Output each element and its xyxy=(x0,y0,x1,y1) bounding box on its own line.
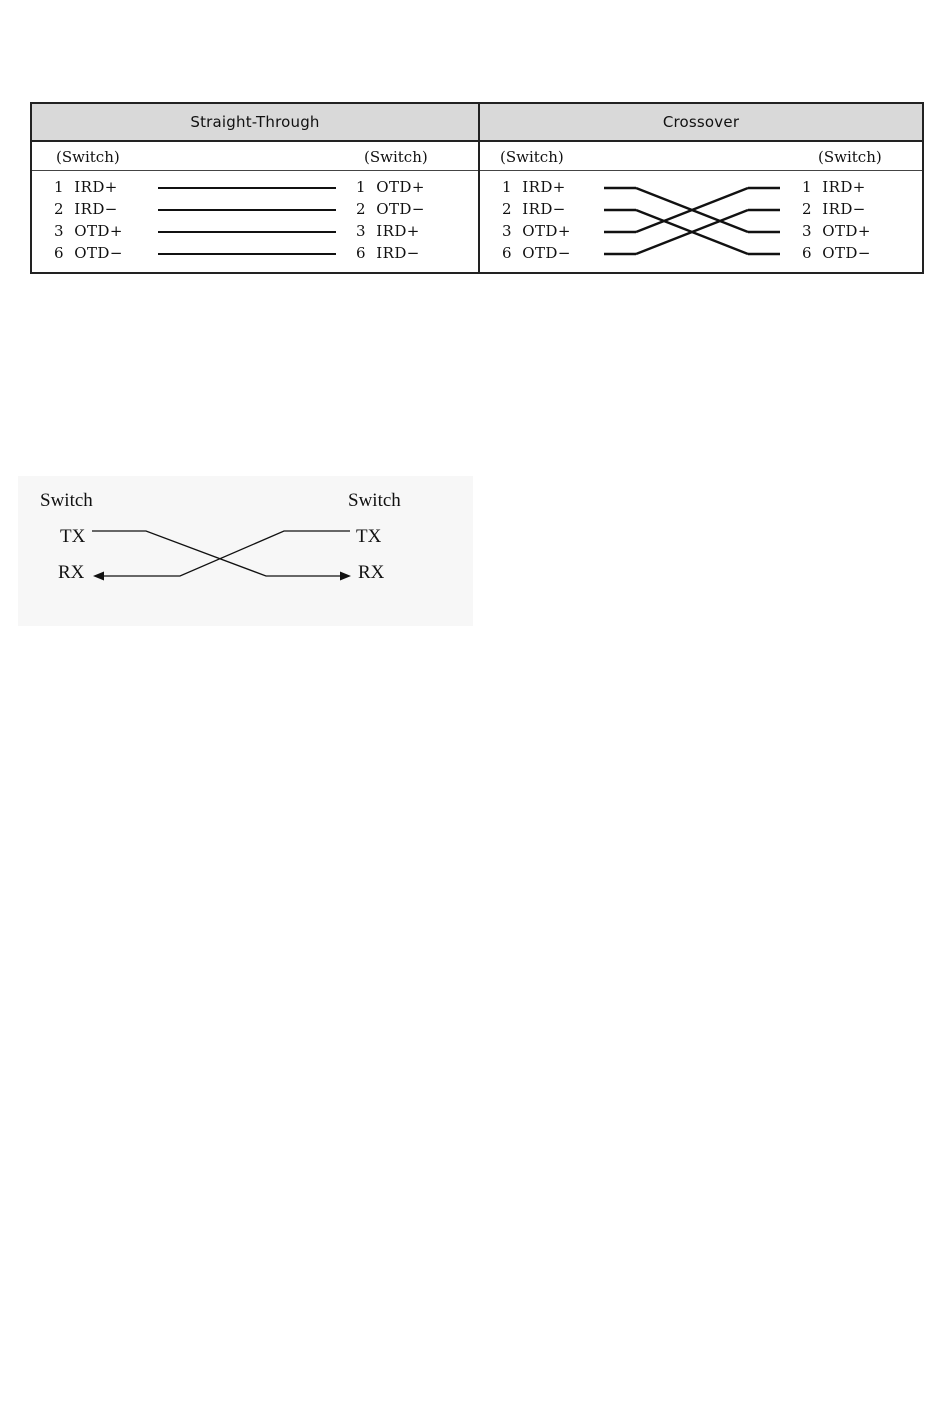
pin-signal: OTD+ xyxy=(822,222,871,240)
pin-signal: IRD+ xyxy=(376,222,420,240)
txrx-right-rx-label: RX xyxy=(358,562,385,583)
pin-number: 3 xyxy=(356,222,366,240)
txrx-left-tx-label: TX xyxy=(60,526,86,547)
crossover-right-pin-6 xyxy=(802,244,871,262)
pin-number: 1 xyxy=(802,178,812,196)
pin-number: 6 xyxy=(54,244,64,262)
straight-left-device-label: (Switch) xyxy=(56,148,120,166)
straight-right-pin-1 xyxy=(356,178,425,196)
straight-through-title: Straight-Through xyxy=(32,104,478,142)
txrx-right-device-label: Switch xyxy=(348,490,401,511)
txrx-wire-left-tx-to-right-rx xyxy=(92,531,340,576)
pin-number: 2 xyxy=(802,200,812,218)
pin-number: 1 xyxy=(54,178,64,196)
txrx-left-rx-label: RX xyxy=(58,562,85,583)
pin-signal: OTD− xyxy=(822,244,871,262)
crossover-left-pin-2 xyxy=(502,200,566,218)
pin-signal: OTD− xyxy=(522,244,571,262)
crossover-title: Crossover xyxy=(480,104,922,142)
pin-number: 2 xyxy=(502,200,512,218)
pin-number: 6 xyxy=(502,244,512,262)
pin-signal: OTD+ xyxy=(74,222,123,240)
straight-right-pin-6 xyxy=(356,244,420,262)
straight-left-pin-2 xyxy=(54,200,118,218)
pin-number: 6 xyxy=(356,244,366,262)
straight-right-device-label: (Switch) xyxy=(364,148,428,166)
pin-number: 3 xyxy=(802,222,812,240)
pin-number: 6 xyxy=(802,244,812,262)
crossover-left-pin-1 xyxy=(502,178,566,196)
pin-signal: IRD+ xyxy=(74,178,118,196)
crossover-right-pin-2 xyxy=(802,200,866,218)
straight-left-pin-1 xyxy=(54,178,118,196)
crossover-left-pin-3 xyxy=(502,222,571,240)
txrx-wires xyxy=(18,476,473,626)
straight-right-pin-2 xyxy=(356,200,425,218)
txrx-right-tx-label: TX xyxy=(356,526,382,547)
pin-signal: OTD+ xyxy=(522,222,571,240)
crossover-panel xyxy=(480,104,922,272)
pin-signal: IRD− xyxy=(822,200,866,218)
wiring-table xyxy=(30,102,924,274)
pin-signal: IRD+ xyxy=(522,178,566,196)
pin-signal: IRD+ xyxy=(822,178,866,196)
pin-number: 2 xyxy=(356,200,366,218)
txrx-arrow-left-rx-icon xyxy=(93,572,104,581)
pin-number: 1 xyxy=(502,178,512,196)
txrx-wire-right-tx-to-left-rx xyxy=(104,531,350,576)
pin-number: 1 xyxy=(356,178,366,196)
pin-signal: IRD− xyxy=(522,200,566,218)
pin-signal: OTD+ xyxy=(376,178,425,196)
txrx-left-device-label: Switch xyxy=(40,490,93,511)
straight-right-pin-3 xyxy=(356,222,420,240)
crossover-right-device-label: (Switch) xyxy=(818,148,882,166)
crossover-right-pin-3 xyxy=(802,222,871,240)
pin-signal: OTD− xyxy=(376,200,425,218)
txrx-arrow-right-rx-icon xyxy=(340,572,351,581)
pin-signal: IRD− xyxy=(74,200,118,218)
pin-signal: OTD− xyxy=(74,244,123,262)
crossover-left-pin-6 xyxy=(502,244,571,262)
txrx-diagram xyxy=(18,476,473,626)
crossover-right-pin-1 xyxy=(802,178,866,196)
pin-signal: IRD− xyxy=(376,244,420,262)
straight-through-panel xyxy=(32,104,480,272)
pin-number: 2 xyxy=(54,200,64,218)
pin-number: 3 xyxy=(54,222,64,240)
pin-number: 3 xyxy=(502,222,512,240)
straight-left-pin-3 xyxy=(54,222,123,240)
crossover-left-device-label: (Switch) xyxy=(500,148,564,166)
straight-left-pin-6 xyxy=(54,244,123,262)
